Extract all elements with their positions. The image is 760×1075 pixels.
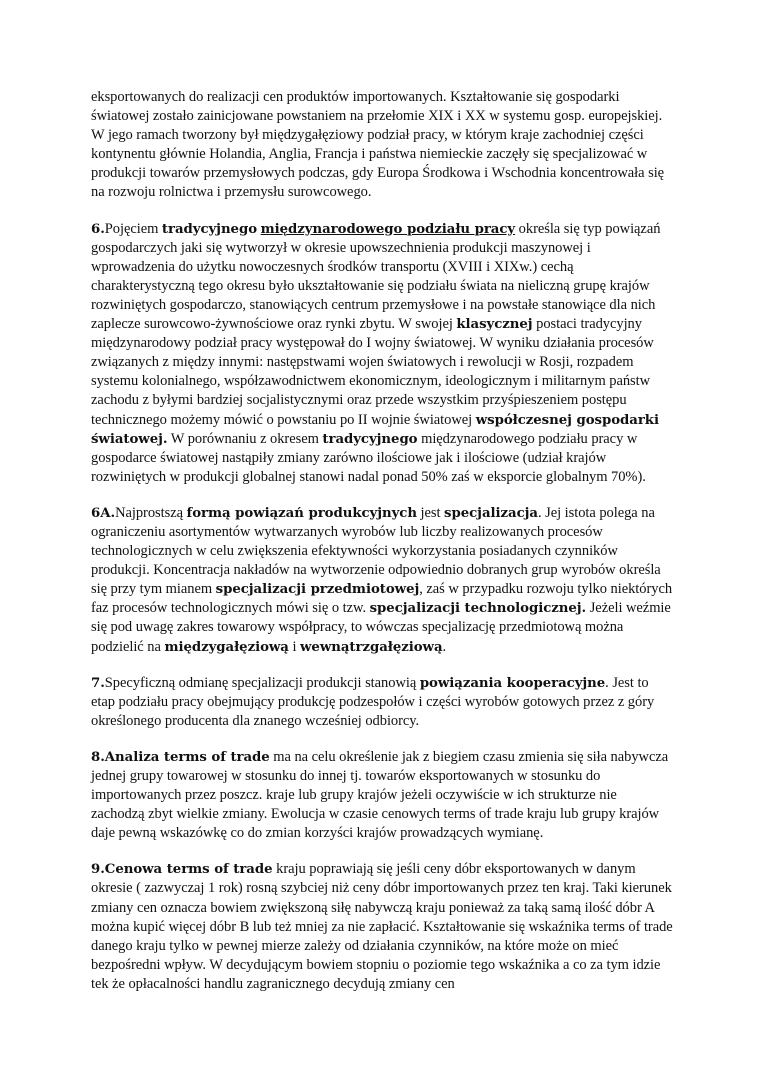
bold-term: 7. (91, 675, 105, 691)
text-run: określa się typ powiązań gospodarczych jaki się wytworzył w okresie upowszechnienia produkcji maszynowej i wprowadzenia do użytku nowoczesnych środków transportu (XVIII i XIXw.) cechą charakterystyczną tego okresu było ukształtowanie się podziału świata na nieliczną grupę krajów rozwiniętych gospodarczo, stanowiących centrum przemysłowe i na powstałe stanowiące dla nich zaplecze surowcowo-żywnościowe oraz rynki zbytu. W swojej (91, 220, 661, 333)
text-run: . Jest to etap podziału pracy obejmujący produkcję podzespołów i części wyrobów gotowych przez z góry określonego producenta dla znanego wcześniej odbiorcy. (91, 674, 655, 729)
paragraph-section-7 (91, 674, 673, 731)
bold-term: wewnątrzgałęziową (300, 639, 443, 655)
text-run: i (288, 638, 301, 655)
paragraph-section-6 (91, 220, 673, 487)
bold-term: specjalizacji technologicznej. (369, 601, 587, 617)
bold-term: klasycznej (456, 317, 533, 333)
bold-term: tradycyjnego (322, 431, 418, 447)
bold-term: 9. (91, 862, 105, 878)
text-run: międzynarodowego podziału pracy w gospodarce światowej nastąpiły zmiany zarówno ilościowe jak i ilościowe (udział krajów rozwiniętych w produkcji globalnej stanowi nadal ponad 50% zaś w eksporcie globalnym 70%). (91, 430, 646, 485)
bold-term: 6A. (91, 505, 116, 521)
text-run: jest (416, 504, 445, 521)
text-run: W porównaniu z okresem (167, 430, 323, 447)
bold-term: Cenowa terms of trade (104, 862, 273, 878)
paragraph-section-9 (91, 860, 673, 994)
bold-term: formą powiązań produkcyjnych (186, 505, 417, 521)
text-run: Specyficzną odmianę specjalizacji produkcji stanowią (104, 674, 420, 691)
bold-term: specjalizacja (444, 505, 538, 521)
text-run: . Jej istota polega na ograniczeniu asortymentów wytwarzanych wyrobów lub liczby realizowanych procesów technologicznych w celu zwiększenia efektywności wykorzystania posiadanych czynników produkcji. Koncentracja nakładów na wytworzenie odpowiednio dobranych grup wyrobów określa się przy tym mianem (91, 504, 661, 598)
text-run: Pojęciem (104, 220, 162, 237)
bold-term: międzynarodowego podziału pracy (260, 221, 516, 237)
text-run: eksportowanych do realizacji cen produktów importowanych. Kształtowanie się gospodarki światowej zostało zainicjowane powstaniem na przełomie XIX i XX w systemu gosp. europejskiej. W jego ramach tworzony był międzygałęziowy podział pracy, w którym kraje zachodniej części kontynentu głównie Holandia, Anglia, Francja i państwa niemieckie zaczęły się specjalizować w produkcji towarów przemysłowych podczas, gdy Europa Środkowa i Wschodnia koncentrowała się na rozwoju rolnictwa i przemysłu surowcowego. (91, 89, 665, 201)
paragraph-section-6a (91, 504, 673, 657)
bold-term: specjalizacji przedmiotowej (215, 582, 420, 598)
text-run: postaci tradycyjny międzynarodowy podział pracy występował do I wojny światowej. W wyniku działania procesów związanych z między innymi: następstwami wojen światowych i rewolucji w Rosji, rozpadem systemu kolonialnego, współzawodnictwem ekonomicznym, ideologicznym i militarnym państw zachodu z byłymi bardziej socjalistycznymi oraz przede wszystkim przyśpieszeniem postępu technicznego możemy mówić o powstaniu po II wojnie światowej (91, 316, 654, 428)
bold-term: 8. (91, 749, 105, 765)
bold-term: międzygałęziową (164, 639, 289, 655)
text-run: Najprostszą (115, 504, 187, 521)
bold-term: Analiza terms of trade (104, 749, 270, 765)
paragraph-intro (91, 88, 673, 203)
bold-term: współczesnej gospodarki światowej. (91, 412, 659, 447)
bold-term: powiązania kooperacyjne (419, 675, 606, 691)
paragraph-section-8 (91, 748, 673, 843)
text-run: ma na celu określenie jak z biegiem czasu zmienia się siła nabywcza jednej grupy towarowej w stosunku do innej tj. towarów eksportowanych w stosunku do importowanych przez poszcz. kraje lub grupy krajów jeżeli oczywiście w ich strukturze nie zachodzą zbyt wielkie zmiany. Ewolucja w czasie cenowych terms of trade kraju lub grupy krajów daje pewną wskazówkę co do zmian korzyści krajów prowadzących wymianę. (91, 748, 669, 842)
text-run: , zaś w przypadku rozwoju tylko niektórych faz procesów technologicznych mówi się o tzw. (91, 581, 673, 617)
text-run: kraju poprawiają się jeśli ceny dóbr eksportowanych w danym okresie ( zazwyczaj 1 rok) rosną szybciej niż ceny dóbr importowanych przez ten kraj. Taki kierunek zmiany cen oznacza bowiem zwiększoną siłę nabywczą kraju ponieważ za taką samą ilość dóbr A można kupić więcej dóbr B lub też mniej za nie zapłacić. Kształtowanie się wskaźnika terms of trade danego kraju tylko w pewnej mierze zależy od działania czynników, na które może on mieć bezpośredni wpływ. W decydującym bowiem stopniu o poziomie tego wskaźnika a co za tym idzie tek że opłacalności handlu zagranicznego decydują zmiany cen (91, 861, 673, 992)
document-body (91, 88, 673, 1011)
text-run: . (442, 638, 447, 655)
bold-term: tradycyjnego (161, 221, 258, 237)
bold-term: 6. (91, 221, 105, 237)
text-run: Jeżeli weźmie się pod uwagę zakres towarowy współpracy, to wówczas specjalizację przedmiotową można podzielić na (91, 600, 671, 655)
